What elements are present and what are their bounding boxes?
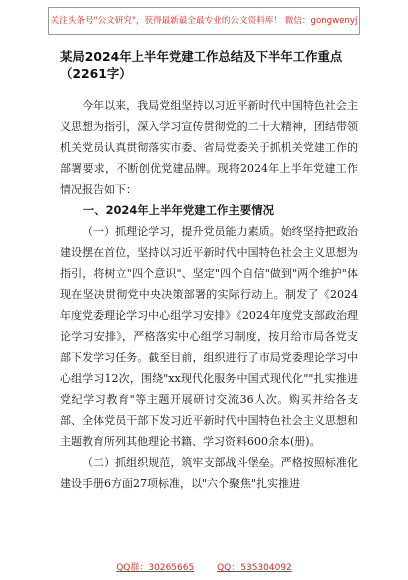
paragraph-organization: （二）抓组织规范，筑牢支部战斗堡垒。严格按照标准化建设手册6方面27项标准，以"六个聚焦"扎实推进 <box>60 456 358 490</box>
document-title: 某局2024年上半年党建工作总结及下半年工作重点（2261字） <box>60 49 343 81</box>
contact-footer <box>0 561 408 575</box>
paragraph-theory-study: （一）抓理论学习，提升党员能力素质。始终坚持把政治建设摆在首位，坚持以习近平新时代中国特色社会主义思想为指引，将树立"四个意识"、坚定"四个自信"做到"两个维护"体现在坚决贯彻党中央决策部署的实际行动上。制发了《2024年度党委理论学习中心组学习安排》《2024年度党支部政治理论学习安排》，严格落实中心组学习制度，按月给市局各党支部下发学习任务。截至目前，组织进行了市局党委理论学习中心组学习12次，围绕"xx现代化服务中国式现代化""扎实推进党纪学习教育"等主题开展研讨交流36人次。购买并给各支部、全体党员干部下发习近平新时代中国特色社会主义思想和主题教育所列其他理论书籍、学习资料600余本(册)。 <box>60 225 358 448</box>
promo-banner: 关注头条号"公文研究"，获得最新最全最专业的公文资料库！ 微信：gongwenyj <box>48 7 360 35</box>
qq-group-link[interactable]: QQ群：30265665 <box>116 563 195 573</box>
document-body <box>60 95 358 494</box>
qq-contact-link[interactable]: QQ：535304092 <box>217 563 292 573</box>
section-heading: 一、2024年上半年党建工作主要情况 <box>82 203 274 217</box>
intro-paragraph: 今年以来，我局党组坚持以习近平新时代中国特色社会主义思想为指引，深入学习宣传贯彻党的二十大精神，团结带领机关党员认真贯彻落实市委、省局党委关于抓机关党建工作的部署要求，不断创优党建品牌。现将2024年上半年党建工作情况报告如下： <box>60 99 358 196</box>
